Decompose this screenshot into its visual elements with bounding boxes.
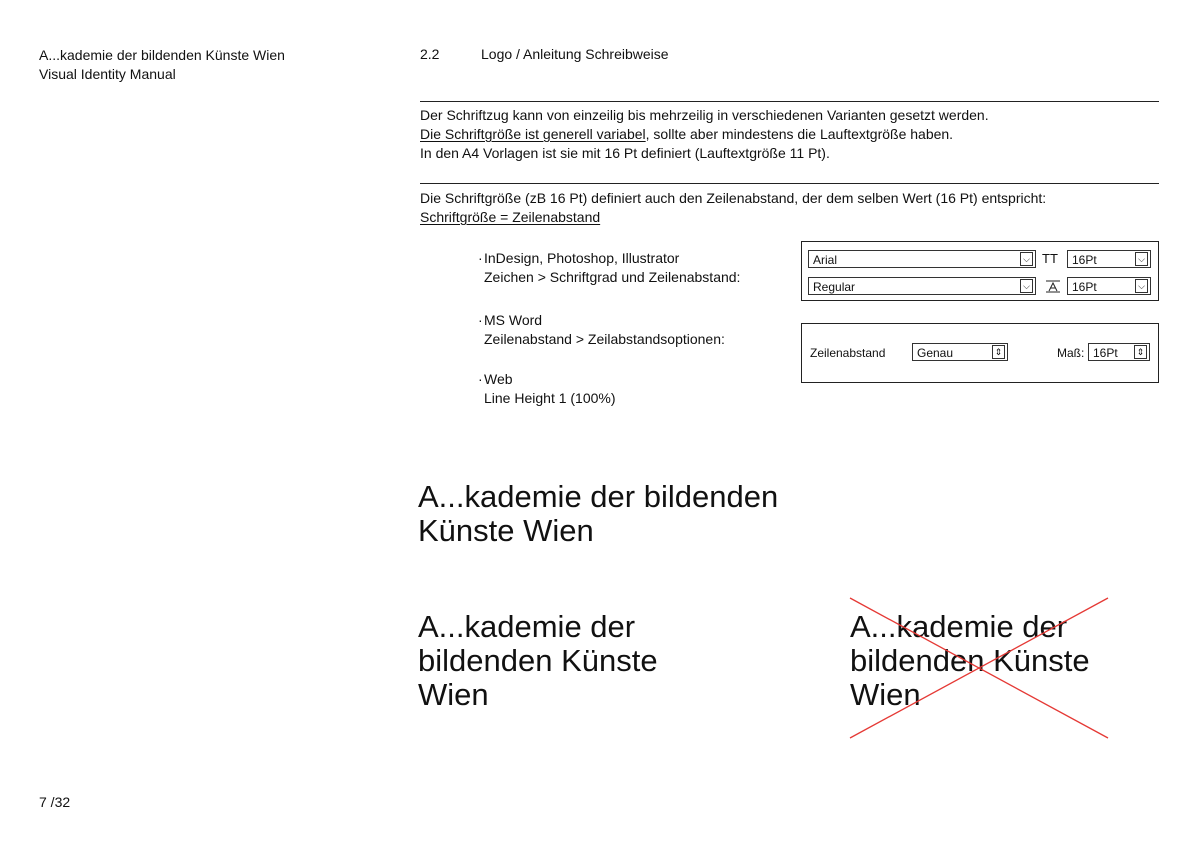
intro-line-1: Der Schriftzug kann von einzeilig bis mehrzeilig in verschiedenen Varianten gesetzt werden.	[420, 107, 989, 123]
updown-arrows-icon: ⇕	[992, 345, 1005, 359]
section-title: Logo / Anleitung Schreibweise	[481, 46, 669, 62]
list-item-msword: ·MS Word Zeilenabstand > Zeilabstandsoptionen:	[478, 312, 725, 347]
msword-spacing-panel	[801, 323, 1159, 383]
rule-paragraph	[420, 189, 1046, 227]
spacing-select[interactable]: Genau ⇕	[912, 343, 1008, 361]
manual-name: Visual Identity Manual	[39, 66, 176, 82]
leading-icon	[1044, 277, 1062, 295]
font-size-icon: TT	[1042, 251, 1058, 266]
intro-paragraph	[420, 106, 989, 163]
page-number: 7 /32	[39, 794, 71, 810]
logo-example-incorrect: A...kademie der bildenden Künste Wien	[850, 609, 1090, 712]
font-size-select[interactable]: 16Pt ⌵	[1067, 250, 1151, 268]
rule-line-1: Die Schriftgröße (zB 16 Pt) definiert auch den Zeilenabstand, der dem selben Wert (16 Pt) entspricht:	[420, 190, 1047, 206]
item-detail: Zeichen > Schriftgrad und Zeilenabstand:	[484, 269, 741, 285]
rule-line-2: Schriftgröße = Zeilenabstand	[420, 209, 601, 225]
organization-name: A...kademie der bildenden Künste Wien	[39, 47, 285, 63]
section-number: 2.2	[420, 46, 440, 62]
list-item-web: ·Web Line Height 1 (100%)	[478, 371, 616, 406]
cross-out-mark-icon	[848, 596, 1110, 740]
list-item-indesign: ·InDesign, Photoshop, Illustrator Zeichen > Schriftgrad und Zeilenabstand:	[478, 250, 741, 285]
intro-line-3: In den A4 Vorlagen ist sie mit 16 Pt definiert (Lauftextgröße 11 Pt).	[420, 145, 830, 161]
divider-top	[420, 101, 1159, 102]
chevron-down-icon: ⌵	[1020, 279, 1033, 293]
chevron-down-icon: ⌵	[1020, 252, 1033, 266]
measure-label: Maß:	[1057, 346, 1085, 360]
spacing-label: Zeilenabstand	[810, 346, 886, 360]
font-style-select[interactable]: Regular ⌵	[808, 277, 1036, 295]
updown-arrows-icon: ⇕	[1134, 345, 1147, 359]
software-instructions	[478, 249, 798, 409]
item-title: InDesign, Photoshop, Illustrator	[484, 250, 680, 266]
item-title: MS Word	[484, 312, 543, 328]
indesign-character-panel	[801, 241, 1159, 301]
chevron-down-icon: ⌵	[1135, 279, 1148, 293]
intro-line-2-underlined: Die Schriftgröße ist generell variabel	[420, 126, 646, 142]
document-header	[39, 46, 285, 84]
intro-line-2-rest: , sollte aber mindestens die Lauftextgröße haben.	[645, 126, 954, 142]
measure-stepper[interactable]: 16Pt ⇕	[1088, 343, 1150, 361]
intro-line-2	[420, 125, 989, 144]
logo-example-three-line: A...kademie der bildenden Künste Wien	[418, 609, 658, 712]
chevron-down-icon: ⌵	[1135, 252, 1148, 266]
divider-middle	[420, 183, 1159, 184]
item-detail: Line Height 1 (100%)	[484, 390, 616, 406]
item-detail: Zeilenabstand > Zeilabstandsoptionen:	[484, 331, 725, 347]
font-family-select[interactable]: Arial ⌵	[808, 250, 1036, 268]
logo-example-two-line: A...kademie der bildenden Künste Wien	[418, 479, 779, 548]
item-title: Web	[484, 371, 513, 387]
leading-select[interactable]: 16Pt ⌵	[1067, 277, 1151, 295]
